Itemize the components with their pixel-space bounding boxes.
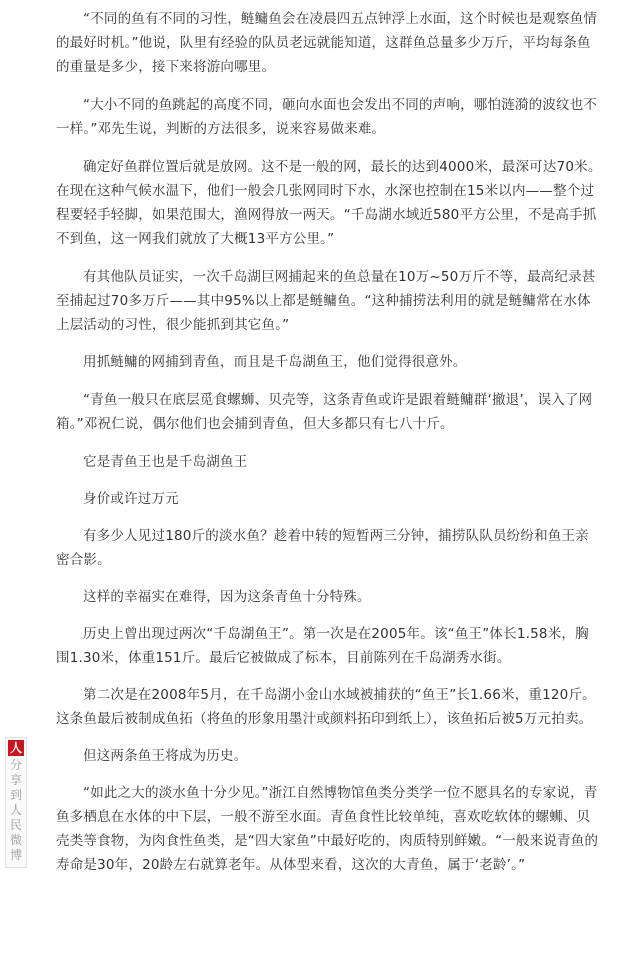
paragraph-10: 第二次是在2008年5月，在千岛湖小金山水域被捕获的“鱼王”长1.66米，重120斤。这条鱼最后被制成鱼拓（将鱼的形象用墨汁或颜料拓印到纸上），该鱼拓后被5万元拍卖。 xyxy=(56,687,596,727)
share-label: 分享到人民微博 xyxy=(9,758,22,862)
paragraph-11: 但这两条鱼王将成为历史。 xyxy=(83,748,248,764)
article-body xyxy=(56,0,602,877)
paragraph-1: “不同的鱼有不同的习性，鲢鳙鱼会在凌晨四五点钟浮上水面，这个时候也是观察鱼情的最好时机。”他说，队里有经验的队员老远就能知道，这群鱼总量多少万斤，平均每条鱼的重量是多少，接下来将游向哪里。 xyxy=(56,11,598,75)
paragraph-12: “如此之大的淡水鱼十分少见。”浙江自然博物馆鱼类分类学一位不愿具名的专家说，青鱼多栖息在水体的中下层，一般不游至水面。青鱼食性比较单纯，喜欢吃软体的螺蛳、贝壳类等食物，为肉食性鱼类，是“四大家鱼”中最好吃的，肉质特别鲜嫩。“一般来说青鱼的寿命是30年，20龄左右就算老年。从体型来看，这次的大青鱼，属于‘老龄’。” xyxy=(56,785,599,873)
paragraph-2: “大小不同的鱼跳起的高度不同，砸向水面也会发出不同的声响，哪怕涟漪的波纹也不一样。”邓先生说，判断的方法很多，说来容易做来难。 xyxy=(56,97,598,137)
people-weibo-logo-icon: 人 xyxy=(9,741,22,755)
paragraph-8: 这样的幸福实在难得，因为这条青鱼十分特殊。 xyxy=(83,589,371,605)
paragraph-9: 历史上曾出现过两次“千岛湖鱼王”。第一次是在2005年。该“鱼王”体长1.58米，胸围1.30米，体重151斤。最后它被做成了标本，目前陈列在千岛湖秀水街。 xyxy=(56,626,589,666)
paragraph-7: 有多少人见过180斤的淡水鱼？趁着中转的短暂两三分钟，捕捞队队员纷纷和鱼王亲密合影。 xyxy=(56,528,589,568)
paragraph-6: “青鱼一般只在底层觅食螺蛳、贝壳等，这条青鱼或许是跟着鲢鳙群‘撤退’，误入了网箱。”邓祝仁说，偶尔他们也会捕到青鱼，但大多都只有七八十斤。 xyxy=(56,392,593,432)
paragraph-3: 确定好鱼群位置后就是放网。这不是一般的网，最长的达到4000米，最深可达70米。在现在这种气候水温下，他们一般会几张网同时下水，水深也控制在15米以内——整个过程要轻手轻脚，如果范围大，渔网得放一两天。“千岛湖水域近580平方公里，不是高手抓不到鱼，这一网我们就放了大概13平方公里。” xyxy=(56,159,602,247)
paragraph-4: 有其他队员证实，一次千岛湖巨网捕起来的鱼总量在10万~50万斤不等，最高纪录甚至捕起过70多万斤——其中95%以上都是鲢鳙鱼。“这种捕捞法利用的就是鲢鳙常在水体上层活动的习性，很少能抓到其它鱼。” xyxy=(56,269,596,333)
subheading-2: 身价或许过万元 xyxy=(83,491,179,507)
share-to-weibo-button[interactable] xyxy=(5,737,27,868)
subheading-1: 它是青鱼王也是千岛湖鱼王 xyxy=(83,454,248,470)
paragraph-5: 用抓鲢鳙的网捕到青鱼，而且是千岛湖鱼王，他们觉得很意外。 xyxy=(83,354,467,370)
